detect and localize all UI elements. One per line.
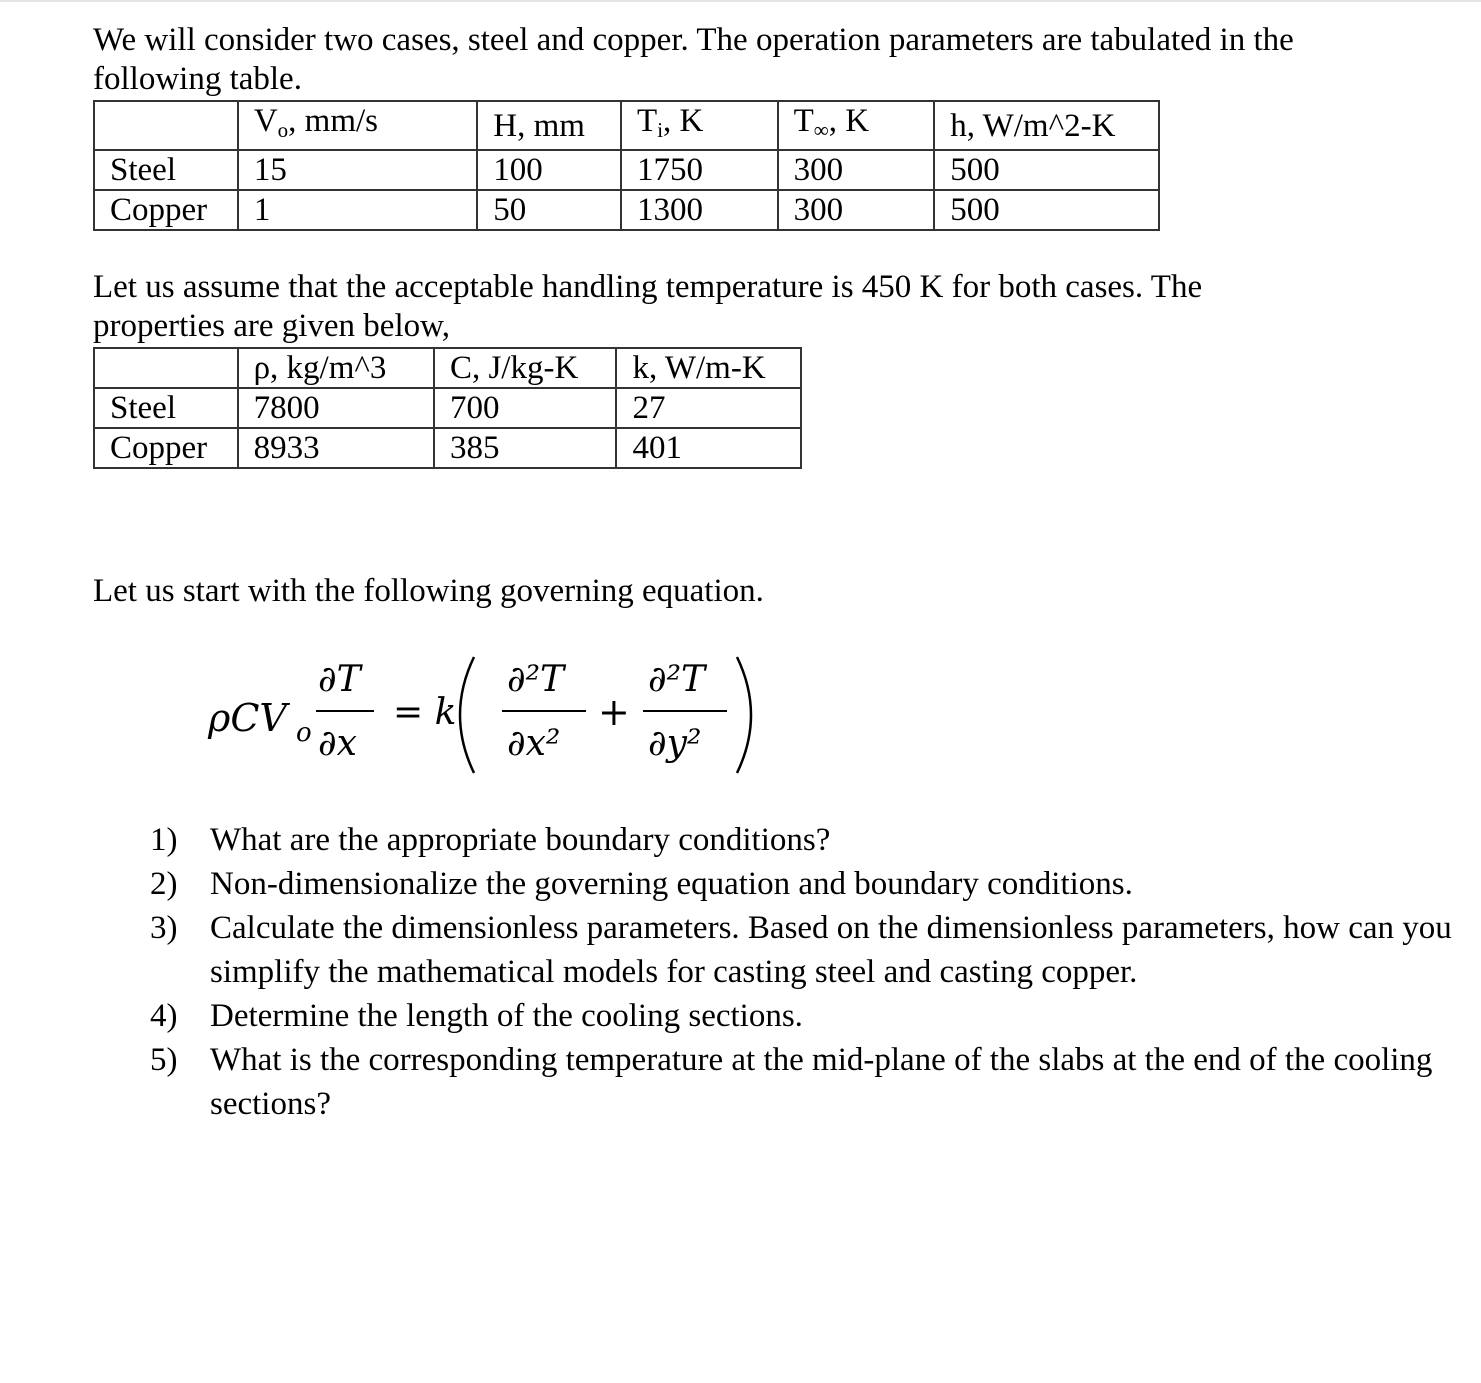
top-border xyxy=(0,0,1481,2)
table-cell: 27 xyxy=(616,388,801,428)
table-cell: 401 xyxy=(616,428,801,468)
header-density: ρ, kg/m^3 xyxy=(238,348,434,388)
list-item xyxy=(150,818,1460,862)
assumption-paragraph: Let us assume that the acceptable handling temperature is 450 K for both cases. The properties are given below, xyxy=(93,269,1203,344)
eq-equals-k: = k xyxy=(393,692,457,733)
item-text: Determine the length of the cooling sections. xyxy=(210,998,803,1034)
header-thickness: H, mm xyxy=(477,101,621,150)
table-cell: 300 xyxy=(778,150,935,190)
table-cell: 1 xyxy=(238,190,477,230)
item-number: 5) xyxy=(150,1042,178,1078)
eq-term2-denominator: ∂y² xyxy=(648,723,702,764)
row-label: Copper xyxy=(94,190,238,230)
table-cell: 1750 xyxy=(621,150,778,190)
table-cell: 700 xyxy=(434,388,616,428)
eq-term2-numerator: ∂²T xyxy=(648,659,706,700)
header-empty xyxy=(94,348,238,388)
table-cell: 15 xyxy=(238,150,477,190)
item-text: What are the appropriate boundary conditions? xyxy=(210,822,831,858)
table-cell: 50 xyxy=(477,190,621,230)
eq-term1-numerator: ∂²T xyxy=(507,659,565,700)
row-label: Steel xyxy=(94,150,238,190)
governing-paragraph: Let us start with the following governing equation. xyxy=(93,573,764,609)
item-text: Non-dimensionalize the governing equation and boundary conditions. xyxy=(210,866,1133,902)
item-number: 2) xyxy=(150,866,178,902)
list-item xyxy=(150,994,1460,1038)
intro-paragraph: We will consider two cases, steel and copper. The operation parameters are tabulated in the following table. xyxy=(93,22,1294,97)
header-empty xyxy=(94,101,238,150)
row-label: Steel xyxy=(94,388,238,428)
item-number: 1) xyxy=(150,822,178,858)
governing-equation xyxy=(200,645,800,785)
eq-term1-denominator: ∂x² xyxy=(507,723,561,764)
table-row xyxy=(94,428,801,468)
table-cell: 500 xyxy=(934,190,1159,230)
table-row xyxy=(94,150,1159,190)
header-ambient-temp: $T_\infty$, K xyxy=(778,101,935,150)
eq-left-paren xyxy=(460,657,474,773)
eq-subscript: o xyxy=(296,718,312,748)
table-cell: 385 xyxy=(434,428,616,468)
item-number: 4) xyxy=(150,998,178,1034)
header-initial-temp: $T_i$, K xyxy=(621,101,778,150)
header-heat-transfer-coef: h, W/m^2-K xyxy=(934,101,1159,150)
properties-table xyxy=(93,347,802,469)
table-row xyxy=(94,388,801,428)
table-cell: 1300 xyxy=(621,190,778,230)
operation-parameters-table xyxy=(93,100,1160,231)
table-cell: 7800 xyxy=(238,388,434,428)
table-header-row xyxy=(94,101,1159,150)
header-conductivity: k, W/m-K xyxy=(616,348,801,388)
question-list xyxy=(150,818,1460,1126)
table-row xyxy=(94,190,1159,230)
eq-lhs-numerator: ∂T xyxy=(318,659,361,700)
item-text: Calculate the dimensionless parameters. Based on the dimensionless parameters, how can you simplify the mathematical models for casting steel and casting copper. xyxy=(210,910,1452,990)
table-cell: 8933 xyxy=(238,428,434,468)
header-velocity: $V_o$, mm/s xyxy=(238,101,477,150)
list-item xyxy=(150,906,1460,994)
header-specific-heat: C, J/kg-K xyxy=(434,348,616,388)
item-number: 3) xyxy=(150,910,178,946)
eq-coefficient: ρCV xyxy=(208,696,287,740)
list-item xyxy=(150,1038,1460,1126)
eq-right-paren xyxy=(737,657,751,773)
eq-plus: + xyxy=(598,690,630,734)
table-header-row xyxy=(94,348,801,388)
table-cell: 300 xyxy=(778,190,935,230)
table-cell: 500 xyxy=(934,150,1159,190)
list-item xyxy=(150,862,1460,906)
eq-lhs-denominator: ∂x xyxy=(318,723,357,764)
row-label: Copper xyxy=(94,428,238,468)
item-text: What is the corresponding temperature at the mid-plane of the slabs at the end of the cooling sections? xyxy=(210,1042,1433,1122)
table-cell: 100 xyxy=(477,150,621,190)
